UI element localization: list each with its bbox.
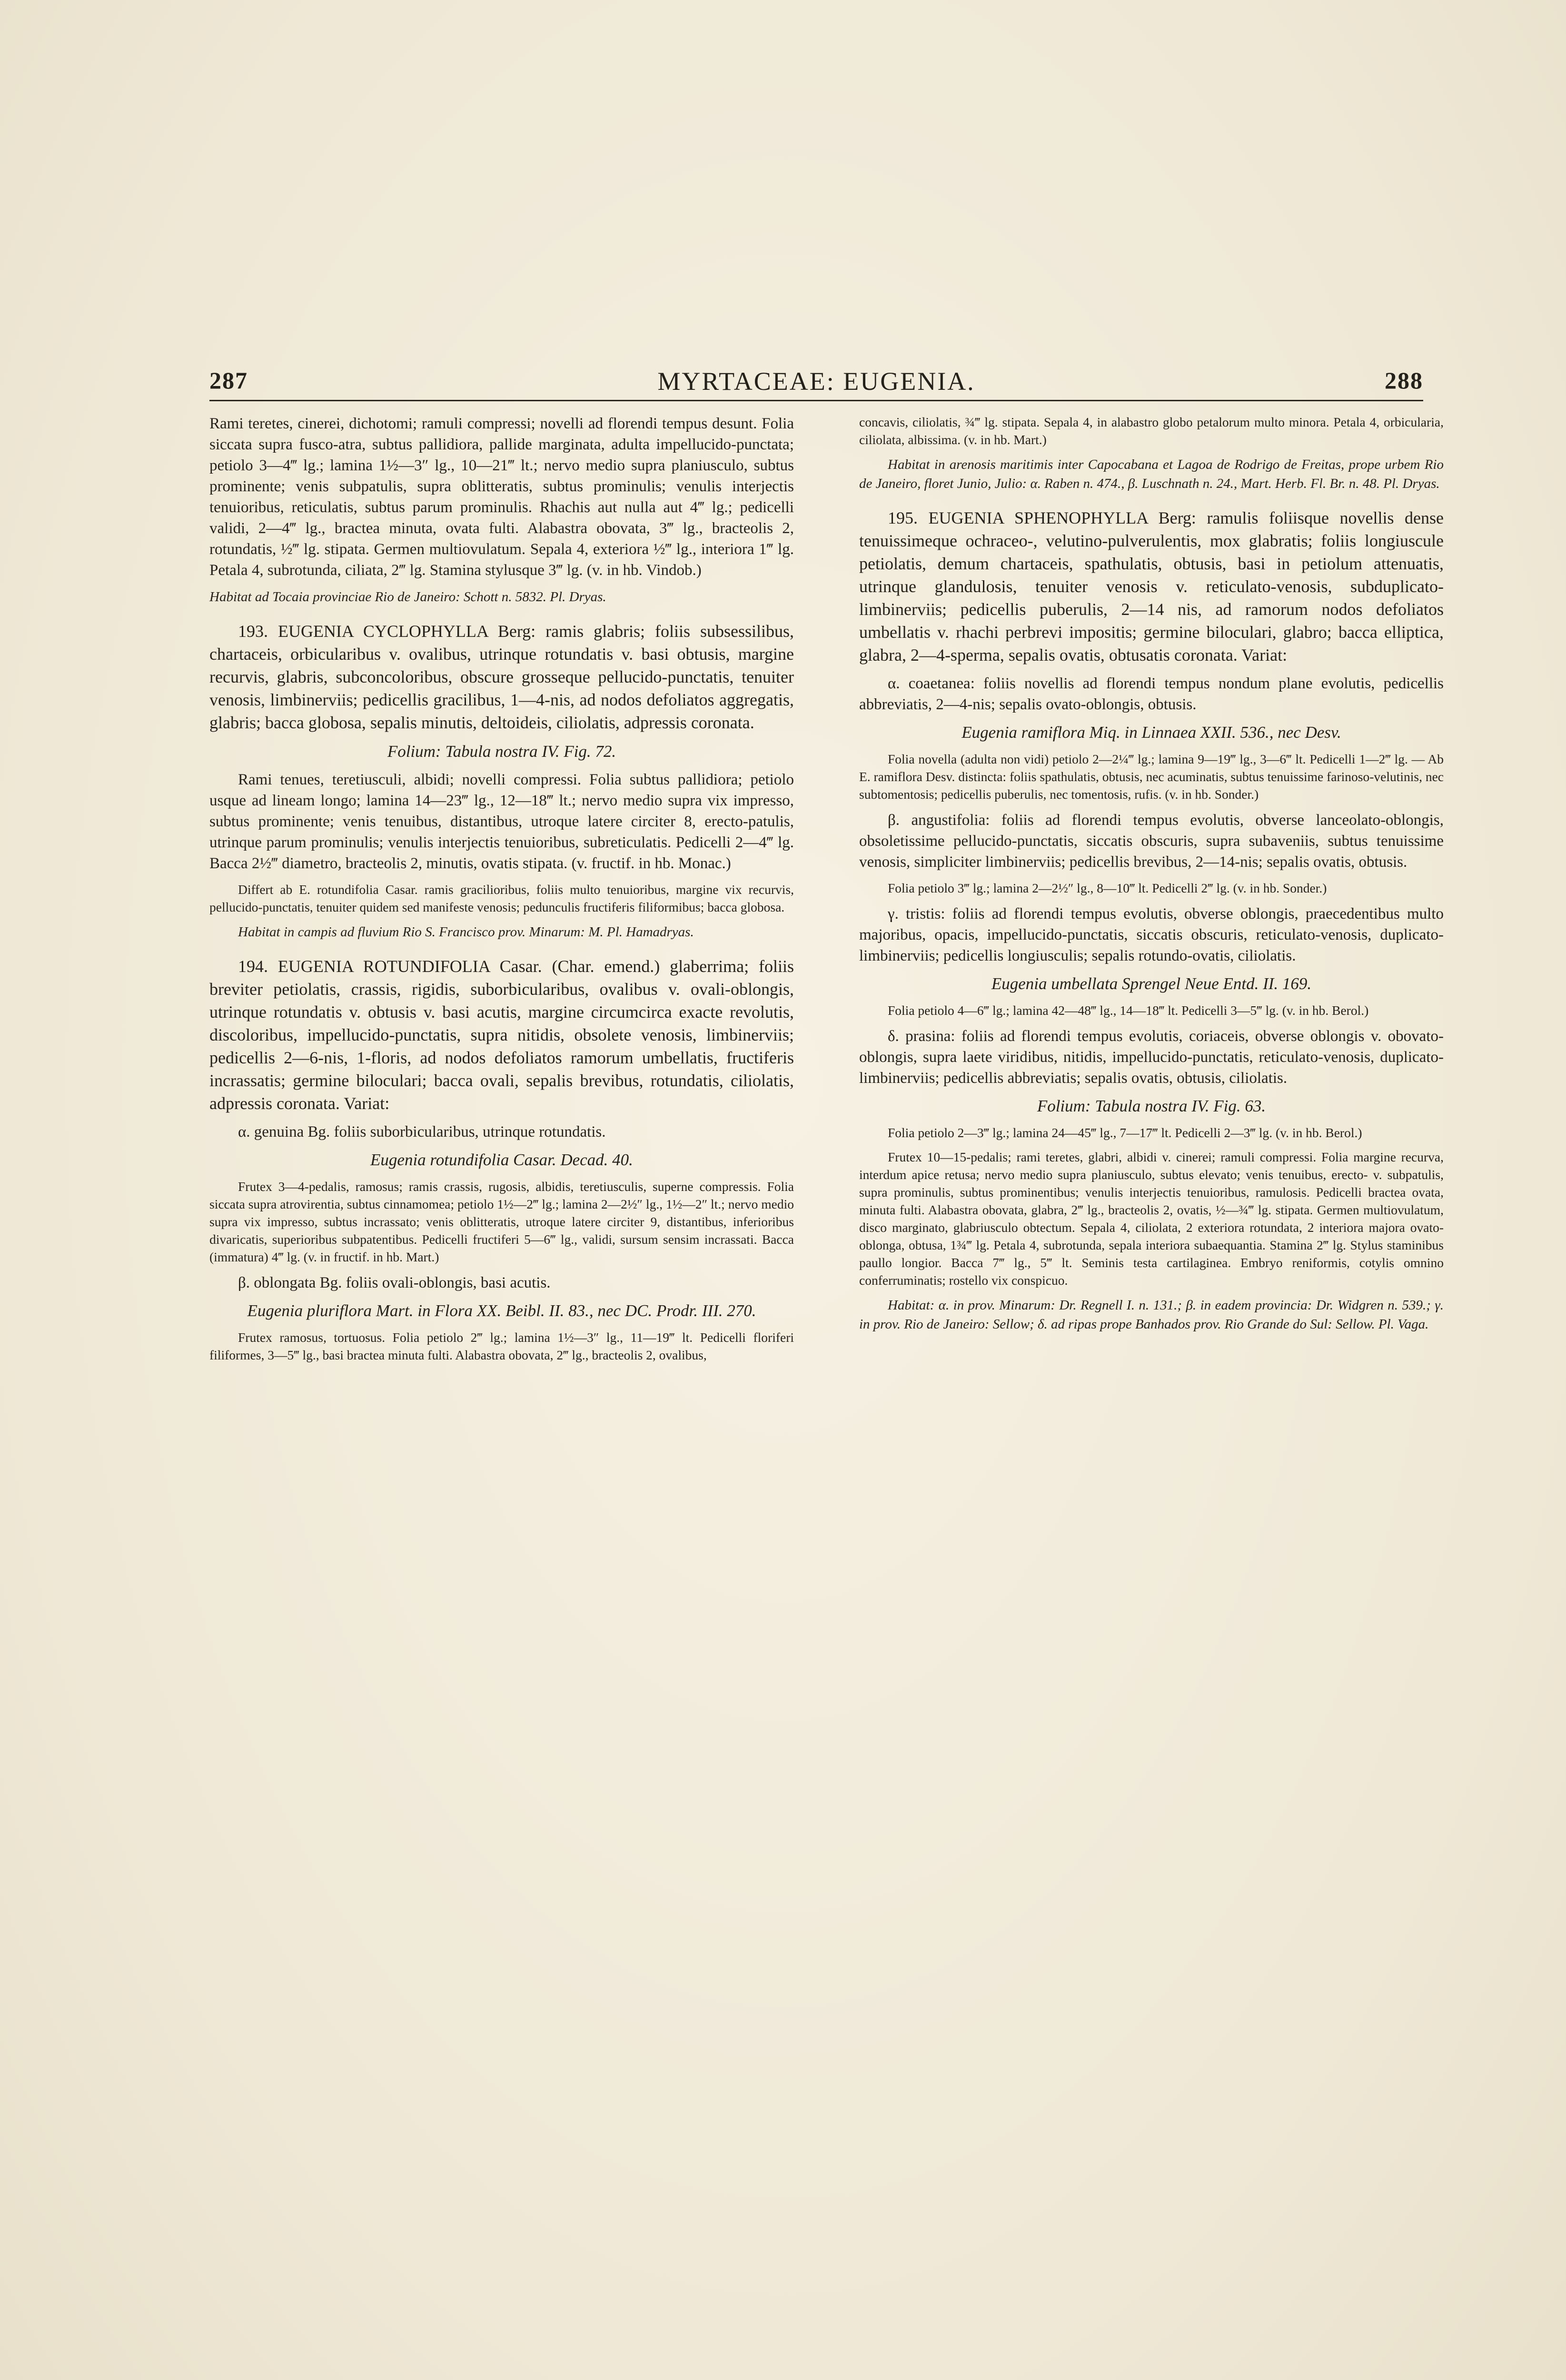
habitat-192: Habitat ad Tocaia provinciae Rio de Janeiro: Schott n. 5832. Pl. Dryas. (209, 589, 606, 605)
variety-gamma-195: γ. tristis: foliis ad florendi tempus evolutis, obverse oblongis, praecedentibus multo majoribus, opacis, impellucido-punctatis, siccatis obscuris, reticulato-venosis, duplicato-limbinerviis; pedicellis longiusculis; sepalis rotundo-ovatis, ciliolatis. (859, 905, 1444, 964)
figure-reference-193: Folium: Tabula nostra IV. Fig. 72. (387, 742, 616, 761)
variety-delta-195: δ. prasina: foliis ad florendi tempus evolutis, coriaceis, obverse oblongis v. obovato-oblongis, supra laete viridibus, nitidis, impellucido-punctatis, reticulato-venosis, duplicato-limbinerviis; pedicellis abbreviatis; sepalis ovatis, obtusis, ciliolatis. (859, 1028, 1444, 1087)
description-delta-195: Folia petiolo 2—3‴ lg.; lamina 24—45‴ lg., 7—17‴ lt. Pedicelli 2—3‴ lg. (v. in hb. Berol.) (888, 1125, 1362, 1140)
description-gamma-195: Folia petiolo 4—6‴ lg.; lamina 42—48‴ lg., 14—18‴ lt. Pedicelli 3—5‴ lg. (v. in hb. Berol.) (888, 1003, 1369, 1018)
species-193-heading: 193. EUGENIA CYCLOPHYLLA Berg: ramis glabris; foliis subsessilibus, chartaceis, orbicularibus v. ovalibus, utrinque rotundatis v. basi obtusis, margine recurvis, glabris, subconcoloribus, obscure grosseque pellucido-punctatis, tenuiter venosis, limbinerviis; pedicellis gracilibus, 1—4-nis, ad nodos defoliatos aggregatis, glabris; bacca globosa, sepalis minutis, deltoideis, ciliolatis, adpressis coronata. (209, 622, 794, 732)
variety-beta-195: β. angustifolia: foliis ad florendi tempus evolutis, obverse lanceolato-oblongis, obsoletissime pellucido-punctatis, siccatis obscuris, supra subaveniis, subtus tenuissime venosis, simpliciter limbinerviis; pedicellis brevibus, 2—14-nis; sepalis ovatis, obtusis. (859, 812, 1444, 871)
differentia-193: Differt ab E. rotundifolia Casar. ramis gracilioribus, foliis multo tenuioribus, margine vix recurvis, pellucido-punctatis, tenuiter quidem sed manifeste venosis; pedunculis fructiferis filiformibus; bacca globosa. (209, 882, 794, 914)
variety-alpha-195: α. coaetanea: foliis novellis ad florendi tempus nondum plane evolutis, pedicellis abbreviatis, 2—4-nis; sepalis ovato-oblongis, obtusis. (859, 675, 1444, 713)
variety-beta-194: β. oblongata Bg. foliis ovali-oblongis, basi acutis. (238, 1274, 551, 1291)
right-column (859, 413, 1444, 1340)
description-beta-194-cont: concavis, ciliolatis, ¾‴ lg. stipata. Sepala 4, in alabastro globo petalorum multo minora. Petala 4, orbicularia, ciliolata, albissima. (v. in hb. Mart.) (859, 415, 1444, 447)
left-column (209, 413, 794, 1370)
description-193: Rami tenues, teretiusculi, albidi; novelli compressi. Folia subtus pallidiora; petiolo usque ad lineam longo; lamina 14—23‴ lg., 12—18‴ lt.; nervo medio supra vix impresso, subtus prominente; venis tenuibus, distantibus, utroque latere circiter 8, erecto-patulis, utrinque parum prominulis; venulis interjectis tenuioribus, subreticulatis. Pedicelli 2—4‴ lg. Bacca 2½‴ diametro, bracteolis 2, minutis, ovatis stipata. (v. fructif. in hb. Monac.) (209, 771, 794, 872)
description-beta-195: Folia petiolo 3‴ lg.; lamina 2—2½″ lg., 8—10‴ lt. Pedicelli 2‴ lg. (v. in hb. Sonder.) (888, 881, 1327, 895)
species-194-heading: 194. EUGENIA ROTUNDIFOLIA Casar. (Char. emend.) glaberrima; foliis breviter petiolatis, crassis, rigidis, suborbicularibus, ovalibus v. ovali-oblongis, utrinque rotundatis v. obtusis v. basi acutis, margine circumcirca exacte revolutis, discoloribus, impellucido-punctatis, supra nitidis, obsolete venosis, limbinerviis; pedicellis 2—6-nis, 1-floris, ad nodos defoliatos ramorum umbellatis, fructiferis incrassatis; germine biloculari; bacca ovali, sepalis brevibus, rotundatis, ciliolatis, adpressis coronata. Variat: (209, 957, 794, 1113)
description-alpha-195: Folia novella (adulta non vidi) petiolo 2—2¼‴ lg.; lamina 9—19‴ lg., 3—6‴ lt. Pedicelli 1—2‴ lg. — Ab E. ramiflora Desv. distincta: foliis spathulatis, obtusis, nec acuminatis, subtus tenuissime farinoso-velutinis, nec subtomentosis; pedicellis puberulis, nec tomentosis, rufis. (v. in hb. Sonder.) (859, 752, 1444, 802)
synonym-ramiflora: Eugenia ramiflora Miq. in Linnaea XXII. 536., nec Desv. (961, 723, 1341, 742)
habitat-193: Habitat in campis ad fluvium Rio S. Francisco prov. Minarum: M. Pl. Hamadryas. (238, 924, 694, 940)
running-header (209, 367, 1423, 400)
variety-alpha-194: α. genuina Bg. foliis suborbicularibus, utrinque rotundatis. (238, 1123, 606, 1140)
description-195-general: Frutex 10—15-pedalis; rami teretes, glabri, albidi v. cinerei; ramuli compressi. Folia margine recurva, interdum apice retusa; nervo medio supra planiusculo, subtus elevato; venis tenuibus, erecto- v. subpatulis, supra prominulis, subtus prominentibus; venulis interjectis tenuioribus, ramulosis. Pedicelli bractea ovata, minuta fulti. Alabastra obovata, glabra, 2‴ lg., bracteolis 2, ovatis, ½—¾‴ lg. stipata. Germen multiovulatum, disco marginato, glabriusculo obtectum. Sepala 4, ciliolata, 2 exteriora rotundata, 2 interiora majora ovato-oblonga, obtusa, 1¾‴ lg. Petala 4, subrotunda, sepala interiora subaequantia. Stamina 2‴ lg. Stylus staminibus paullo longior. Bacca 7‴ lg., 5‴ lt. Seminis testa cartilaginea. Embryo reniformis, cotylis omnino conferruminatis; rostello vix conspicuo. (859, 1150, 1444, 1288)
synonym-pluriflora: Eugenia pluriflora Mart. in Flora XX. Beibl. II. 83., nec DC. Prodr. III. 270. (247, 1301, 756, 1320)
running-title: MYRTACEAE: EUGENIA. (657, 367, 975, 396)
description-192: Rami teretes, cinerei, dichotomi; ramuli compressi; novelli ad florendi tempus desunt. Folia siccata supra fusco-atra, subtus pallidiora, pallide marginata, adulta impellucido-punctata; petiolo 3—4‴ lg.; lamina 1½—3″ lg., 10—21‴ lt.; nervo medio supra planiusculo, subtus prominente; venis subpatulis, supra oblitteratis, subtus prominulis; venulis interjectis tenuioribus, reticulatis, subtus parum prominulis. Rhachis aut nulla aut 4‴ lg.; pedicelli validi, 2—4‴ lg., bractea minuta, ovata fulti. Alabastra obovata, 3‴ lg., bracteolis 2, rotundatis, ½‴ lg. stipata. Germen multiovulatum. Sepala 4, exteriora ½‴ lg., interiora 1‴ lg. Petala 4, subrotunda, ciliata, 2‴ lg. Stamina stylusque 3‴ lg. (v. in hb. Vindob.) (209, 415, 794, 579)
page-number-right: 288 (1385, 367, 1423, 394)
description-alpha-194: Frutex 3—4-pedalis, ramosus; ramis crassis, rugosis, albidis, teretiusculis, superne compressis. Folia siccata supra atrovirentia, subtus cinnamomea; petiolo 1½—2‴ lg.; lamina 2—2½″ lg., 1½—2″ lt.; nervo medio supra vix impresso, subtus incrassato; venis oblitteratis, utroque latere circiter 9, distantibus, inferioribus divaricatis, superioribus subpatentibus. Pedicelli fructiferi 5—6‴ lg., validi, sursum sensim incrassati. Bacca (immatura) 4‴ lg. (v. in fructif. in hb. Mart.) (209, 1179, 794, 1264)
habitat-195: Habitat: α. in prov. Minarum: Dr. Regnell I. n. 131.; β. in eadem provincia: Dr. Widgren n. 539.; γ. in prov. Rio de Janeiro: Sellow; δ. ad ripas prope Banhados prov. Rio Grande do Sul: Sellow. Pl. Vaga. (859, 1298, 1444, 1332)
header-rule (209, 400, 1423, 401)
page-number-left: 287 (209, 367, 248, 394)
synonym-rotundifolia: Eugenia rotundifolia Casar. Decad. 40. (370, 1150, 633, 1169)
figure-reference-195: Folium: Tabula nostra IV. Fig. 63. (1037, 1097, 1266, 1115)
habitat-194: Habitat in arenosis maritimis inter Capocabana et Lagoa de Rodrigo de Freitas, prope urbem Rio de Janeiro, floret Junio, Julio: α. Raben n. 474., β. Luschnath n. 24., Mart. Herb. Fl. Br. n. 48. Pl. Dryas. (859, 457, 1444, 491)
synonym-umbellata: Eugenia umbellata Sprengel Neue Entd. II. 169. (991, 974, 1312, 993)
description-beta-194: Frutex ramosus, tortuosus. Folia petiolo 2‴ lg.; lamina 1½—3″ lg., 11—19‴ lt. Pedicelli floriferi filiformes, 3—5‴ lg., basi bractea minuta fulti. Alabastra obovata, 2‴ lg., bracteolis 2, ovalibus, (209, 1330, 794, 1362)
species-195-heading: 195. EUGENIA SPHENOPHYLLA Berg: ramulis foliisque novellis dense tenuissimeque ochraceo-, velutino-pulverulentis, mox glabratis; foliis longiuscule petiolatis, demum chartaceis, spathulatis, obtusis, basi in petiolum attenuatis, utrinque glandulosis, tenuiter venosis v. reticulato-venosis, subduplicato-limbinerviis; pedicellis puberulis, 2—14 nis, ad ramorum nodos defoliatos umbellatis v. rhachi perbrevi impositis; germine biloculari, glabro; bacca elliptica, glabra, 2—4-sperma, sepalis ovatis, obtusatis coronata. Variat: (859, 508, 1444, 664)
